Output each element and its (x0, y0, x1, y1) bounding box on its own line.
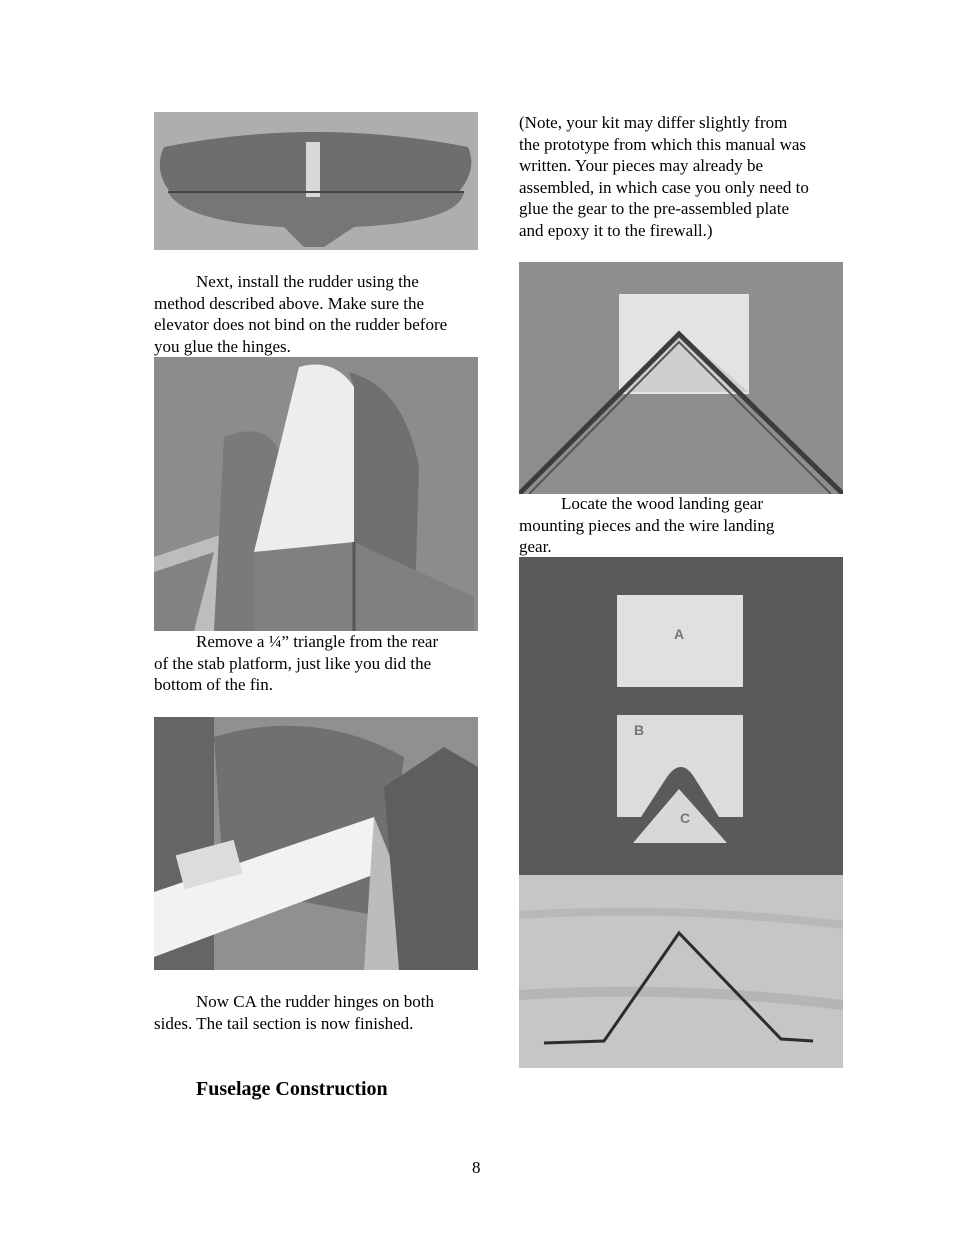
stab-platform-photo (154, 717, 478, 970)
triangle-removal-paragraph: Remove a ¼” triangle from the rear of the stab platform, just like you did the bottom of the fin. (154, 632, 439, 694)
gear-plate-photo (519, 262, 843, 494)
locate-gear-paragraph: Locate the wood landing gear mounting pieces and the wire landing gear. (519, 494, 775, 556)
rudder-install-paragraph: Next, install the rudder using the method described above. Make sure the elevator does not bind on the rudder before you glue the hinges. (154, 272, 448, 356)
kit-note-paragraph: (Note, your kit may differ slightly from the prototype from which this manual was written. Your pieces may already be assembled, in which case you only need to glue the gear to the pre-assembled plate and epoxy it to the firewall.) (519, 113, 809, 240)
ca-hinges-paragraph: Now CA the rudder hinges on both sides. The tail section is now finished. (154, 992, 434, 1033)
stabilizer-photo (154, 112, 478, 250)
page-number: 8 (472, 1158, 481, 1177)
piece-label-c: C (679, 810, 691, 826)
rudder-fin-photo (154, 357, 478, 631)
wire-gear-photo (519, 875, 843, 1068)
piece-label-a: A (673, 626, 685, 642)
piece-label-b: B (633, 722, 645, 738)
gear-pieces-photo (519, 557, 843, 875)
section-heading: Fuselage Construction (196, 1078, 388, 1100)
